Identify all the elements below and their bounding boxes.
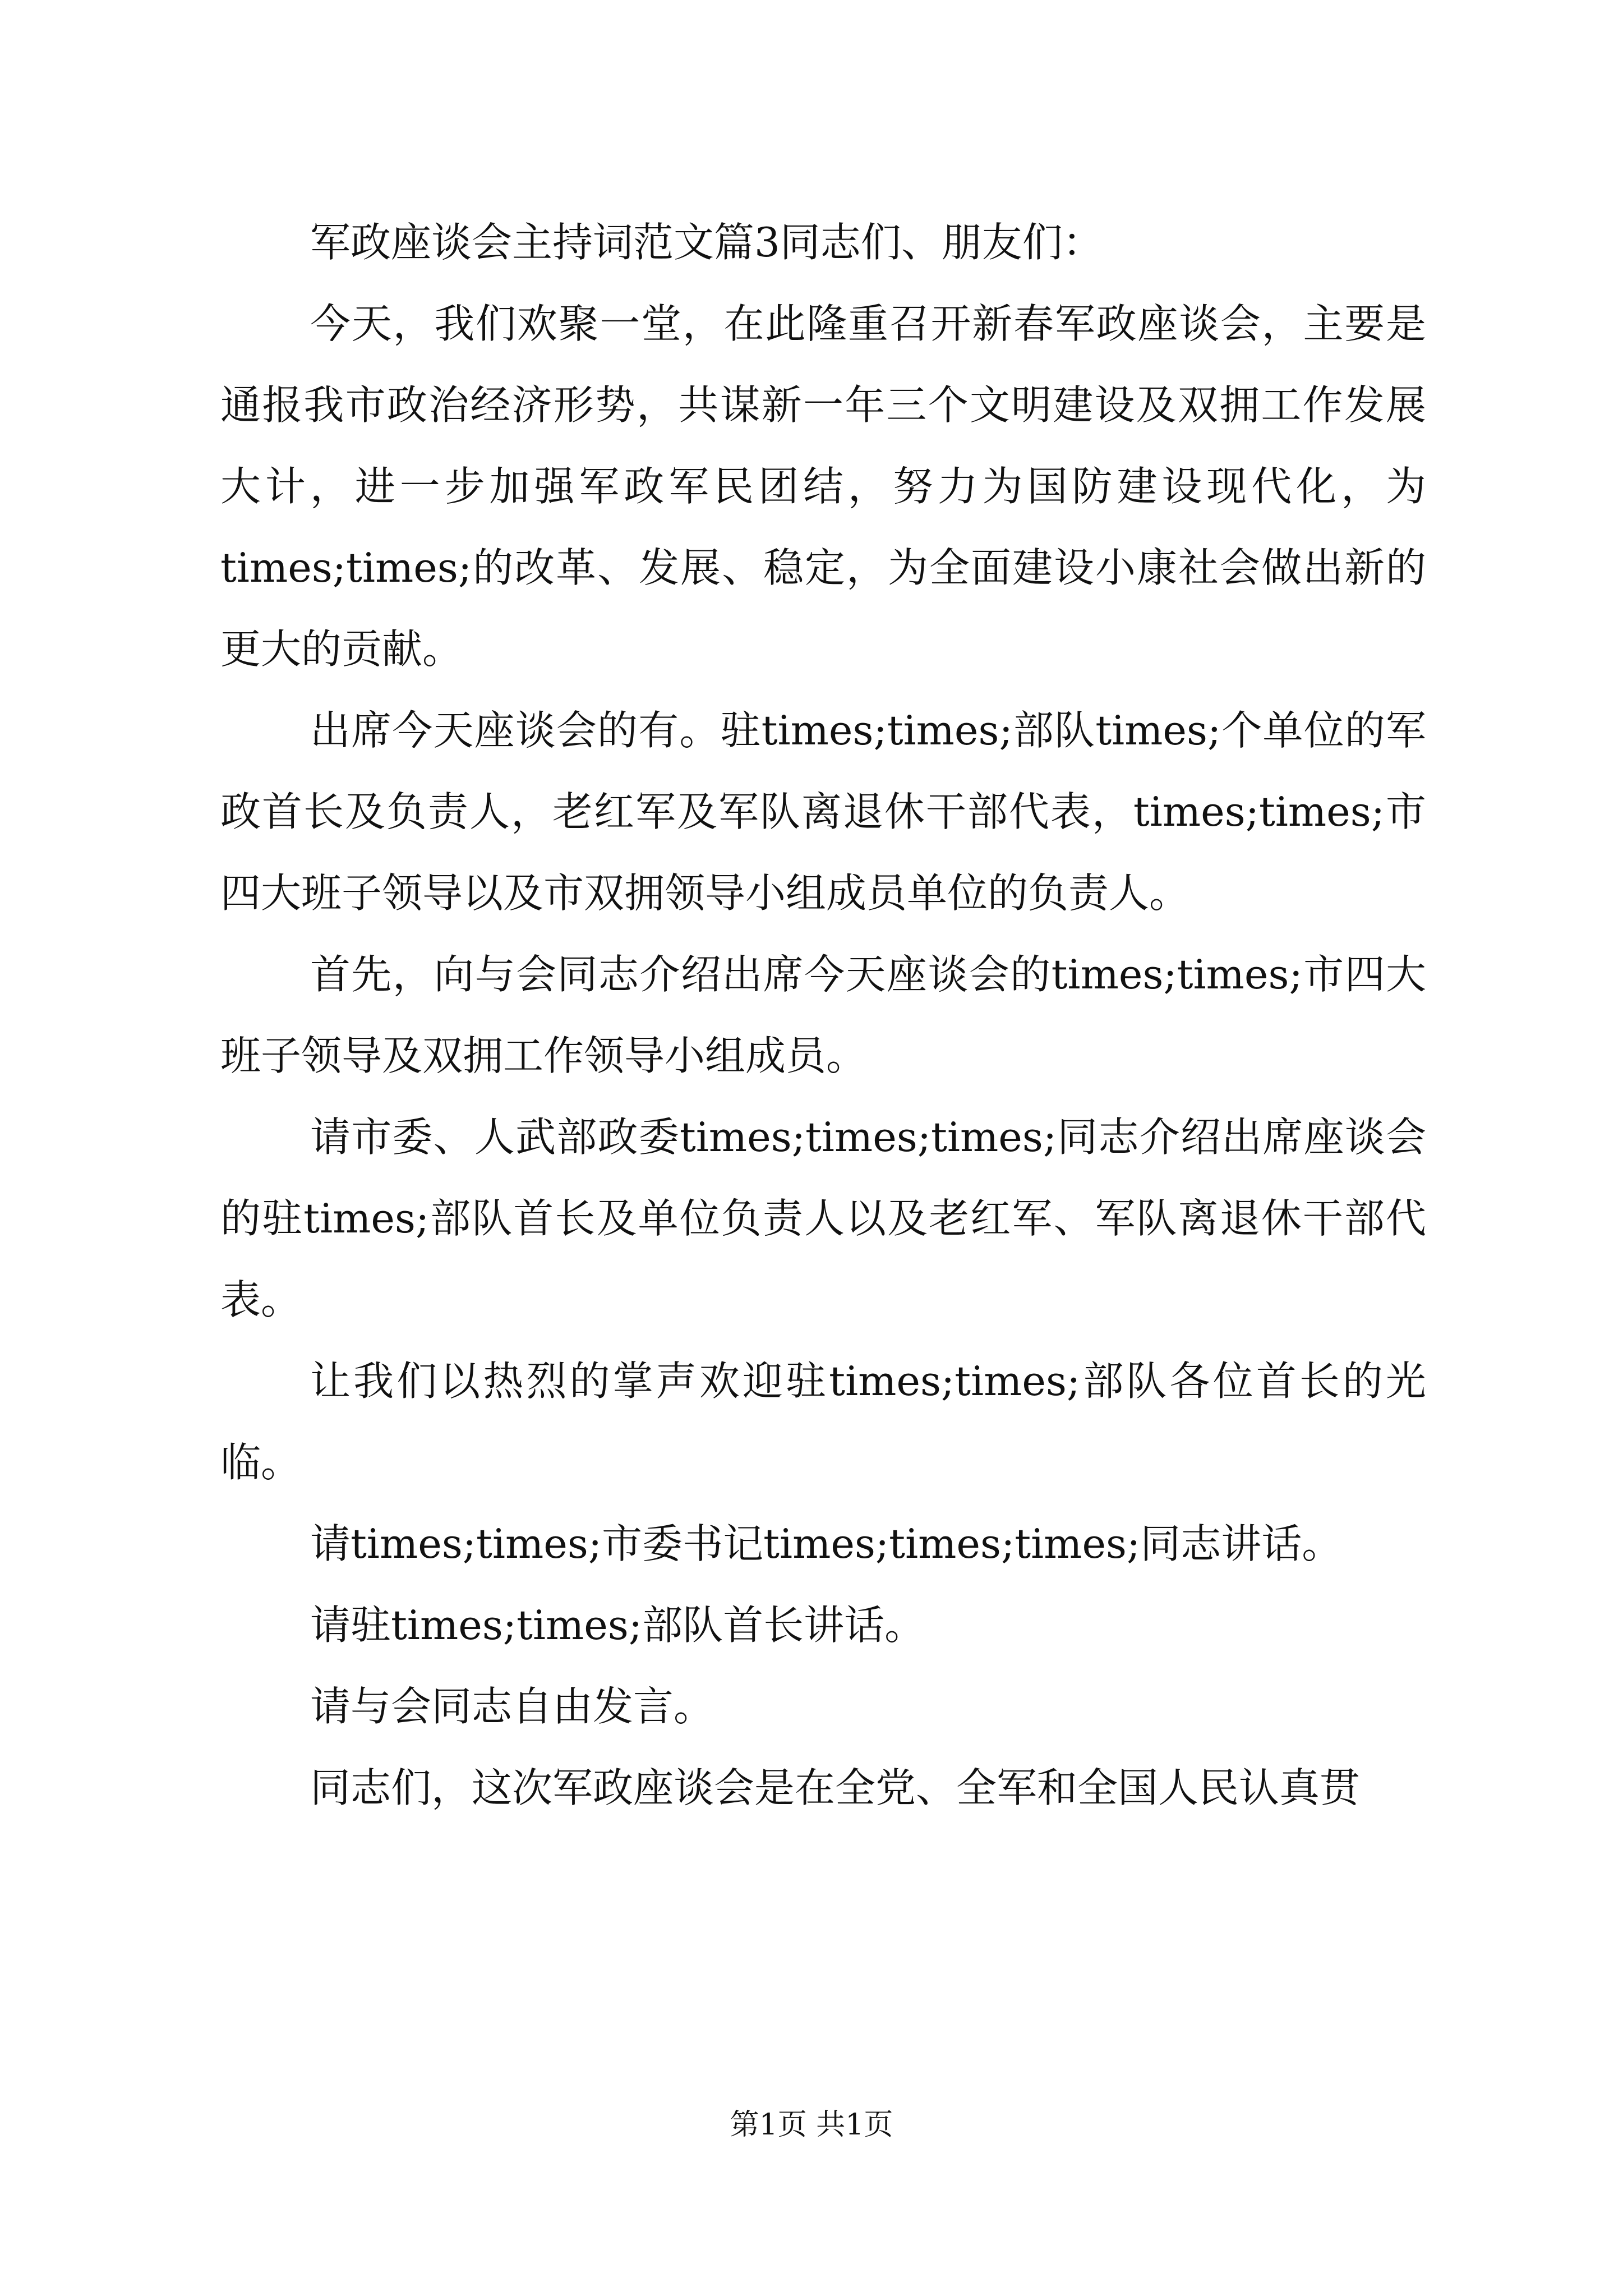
paragraph-heading: 军政座谈会主持词范文篇3同志们、朋友们： [310,219,1103,266]
paragraph: 请与会同志自由发言。 [310,1683,714,1730]
paragraph: 今天，我们欢聚一堂，在此隆重召开新春军政座谈会，主要是通报我市政治经济形势，共谋新一年三个文明建设及双拥工作发展大计，进一步加强军政军民团结，努力为国防建设现代化，为times;times;的改革、发展、稳定，为全面建设小康社会做出新的更大的贡献。 [220,300,1426,673]
paragraph: 出席今天座谈会的有。驻times;times;部队times;个单位的军政首长及负责人，老红军及军队离退休干部代表，times;times;市四大班子领导以及市双拥领导小组成员单位的负责人。 [220,707,1426,917]
paragraph: 请times;times;市委书记times;times;times;同志讲话。 [310,1520,1343,1567]
paragraph: 同志们，这次军政座谈会是在全党、全军和全国人民认真贯 [310,1764,1361,1811]
page-number-footer: 第1页 共1页 [730,2108,893,2142]
paragraph: 让我们以热烈的掌声欢迎驻times;times;部队各位首长的光临。 [220,1358,1426,1486]
paragraph: 请市委、人武部政委times;times;times;同志介绍出席座谈会的驻times;部队首长及单位负责人以及老红军、军队离退休干部代表。 [220,1114,1426,1323]
paragraph: 请驻times;times;部队首长讲话。 [310,1602,925,1649]
document-body [220,202,1426,1829]
paragraph: 首先，向与会同志介绍出席今天座谈会的times;times;市四大班子领导及双拥工作领导小组成员。 [220,951,1426,1079]
